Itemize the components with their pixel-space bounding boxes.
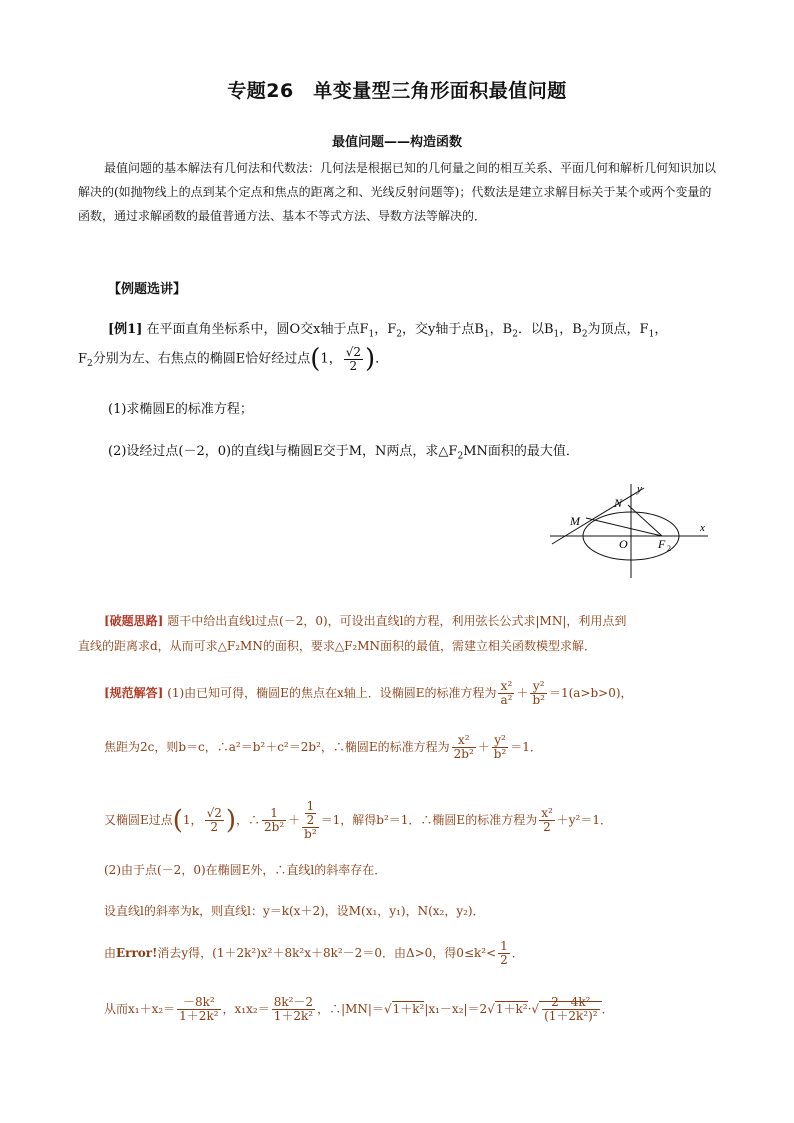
analysis-line-2: 直线的距离求d，从而可求△F₂MN的面积，要求△F₂MN面积的最值，需建立相关函数模型求解．: [78, 639, 596, 653]
segment-m-f2: [586, 518, 662, 536]
label-x: x: [700, 522, 705, 534]
question-2: (2)设经过点(－2，0)的直线l与椭圆E交于M，N两点，求$\triangle F_2MN$面积的最大值．: [108, 444, 579, 462]
solution-line-6: 由Error!消去y得，(1＋2k²)x²＋8k²x＋8k²－2＝0．由Δ>0，得0≤k²< $\frac{1}{2}$ ．: [104, 939, 524, 967]
intro-paragraph: 最值问题的基本解法有几何法和代数法：几何法是根据已知的几何量之间的相互关系、平面几何和解析几何知识加以解决的(如抛物线上的点到某个定点和焦点的距离之和、光线反射问题等)；代数法是建立求解目标关于某个或两个变量的函数，通过求解函数的最值普通方法、基本不等式方法、导数方法等解决的．: [78, 161, 717, 223]
solution-line-7: 从而x₁＋x₂＝ $\frac{\text{－8k²}}{\text{1＋2k²}}$ ，x₁x₂＝ $\frac{\text{8k²－2}}{\text{1＋2k²}}$ ，∴|MN|＝√1＋k²|x₁－x₂|＝2√1＋k²·√ $\frac{\text{2－4k²}}{\text{(1＋2k²)²}}$ ．: [104, 995, 614, 1023]
solution-line-5: 设直线l的斜率为k，则直线l：y＝k(x＋2)，设M(x₁，y₁)，N(x₂，y₂)．: [104, 904, 485, 918]
label-f2: F: [658, 537, 666, 551]
question-1: (1)求椭圆E的标准方程；: [108, 402, 253, 417]
solution-line-1: [规范解答] (1)由已知可得，椭圆E的焦点在x轴上．设椭圆E的标准方程为 $\frac{\text{x²}}{\text{a²}}$ ＋ $\frac{\text{y²}}{\text{b²}}$ ＝1(a>b>0)，: [104, 679, 633, 707]
label-o: O: [619, 537, 628, 551]
ellipse-figure: [548, 478, 718, 588]
fraction-sqrt2-over-2: $\frac{√2}{2}$: [345, 344, 361, 373]
analysis-label: [破题思路]: [104, 614, 164, 628]
solution-label: [规范解答]: [104, 686, 164, 700]
label-n: N: [614, 496, 623, 510]
example-line-1: [例1] 在平面直角坐标系中，圆O交x轴于点$F_1$，$F_2$，交y轴于点$B_1$，$B_2$．以$B_1$，$B_2$为顶点，$F_1$，: [108, 322, 668, 340]
solution-line-3: 又椭圆E过点(1， $\frac{√2}{2}$ )，∴ $\frac{1}{\text{2b²}}$ ＋ $\frac{\frac{1}{2}}{\text{b²}}$ ＝1，解得b²＝1．∴椭圆E的标准方程为 $\frac{\text{x²}}{2}$ ＋y²＝1．: [104, 799, 613, 841]
section-heading: 【例题选讲】: [108, 282, 187, 297]
example-line-2: $F_2$分别为左、右焦点的椭圆E恰好经过点(1， $\frac{√2}{2}$ )．: [78, 344, 389, 374]
label-m: M: [570, 514, 580, 528]
analysis-line-1: [破题思路] 题干中给出直线l过点(－2，0)，可设出直线l的方程，利用弦长公式求|MN|，利用点到: [104, 614, 627, 628]
solution-line-2: 焦距为2c，则b＝c，∴a²＝b²＋c²＝2b²，∴椭圆E的标准方程为 $\frac{\text{x²}}{\text{2b²}}$ ＋ $\frac{\text{y²}}{\text{b²}}$ ＝1．: [104, 733, 542, 761]
example-label: [例1]: [108, 322, 143, 337]
label-f2-sub: 2: [667, 544, 671, 553]
error-marker: Error!: [116, 946, 158, 960]
segment-n-f2: [628, 505, 662, 536]
page-subtitle: 最值问题——构造函数: [331, 135, 462, 150]
label-y: y: [637, 483, 642, 495]
page-title: 专题26 单变量型三角形面积最值问题: [227, 80, 567, 102]
solution-line-4: (2)由于点(－2，0)在椭圆E外，∴直线l的斜率存在．: [104, 863, 387, 877]
